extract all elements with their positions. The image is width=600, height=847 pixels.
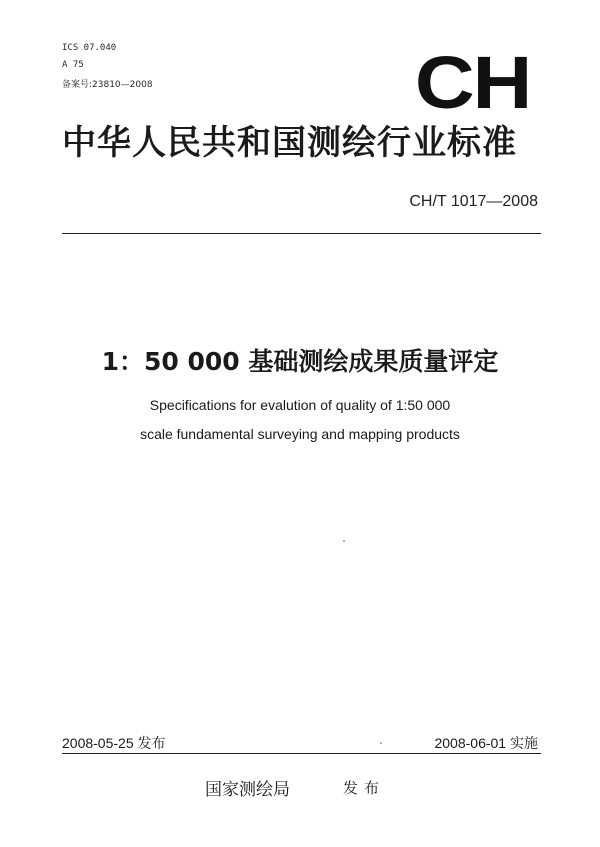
- scan-speck: [343, 540, 345, 542]
- issuer-name: 国家测绘局: [205, 780, 290, 800]
- scan-speck: [380, 742, 382, 744]
- classification-code: A 75: [62, 60, 84, 70]
- publish-date: 2008-05-25 发布: [62, 735, 166, 751]
- document-title-en-line2: scale fundamental surveying and mapping products: [140, 426, 460, 442]
- header-divider: [62, 233, 541, 234]
- footer-divider: [62, 753, 541, 754]
- standard-code: CH/T 1017—2008: [409, 193, 538, 210]
- ch-logo: CH: [414, 41, 531, 124]
- document-title-cn: 1：50 000 基础测绘成果质量评定: [101, 347, 499, 376]
- issue-label: 发布: [343, 779, 386, 797]
- ics-code: ICS 07.040: [62, 43, 117, 53]
- implement-date: 2008-06-01 实施: [434, 735, 538, 751]
- standard-title: 中华人民共和国测绘行业标准: [62, 123, 517, 163]
- document-title-en-line1: Specifications for evalution of quality of 1:50 000: [149, 397, 451, 413]
- record-number: 备案号:23810—2008: [62, 80, 153, 90]
